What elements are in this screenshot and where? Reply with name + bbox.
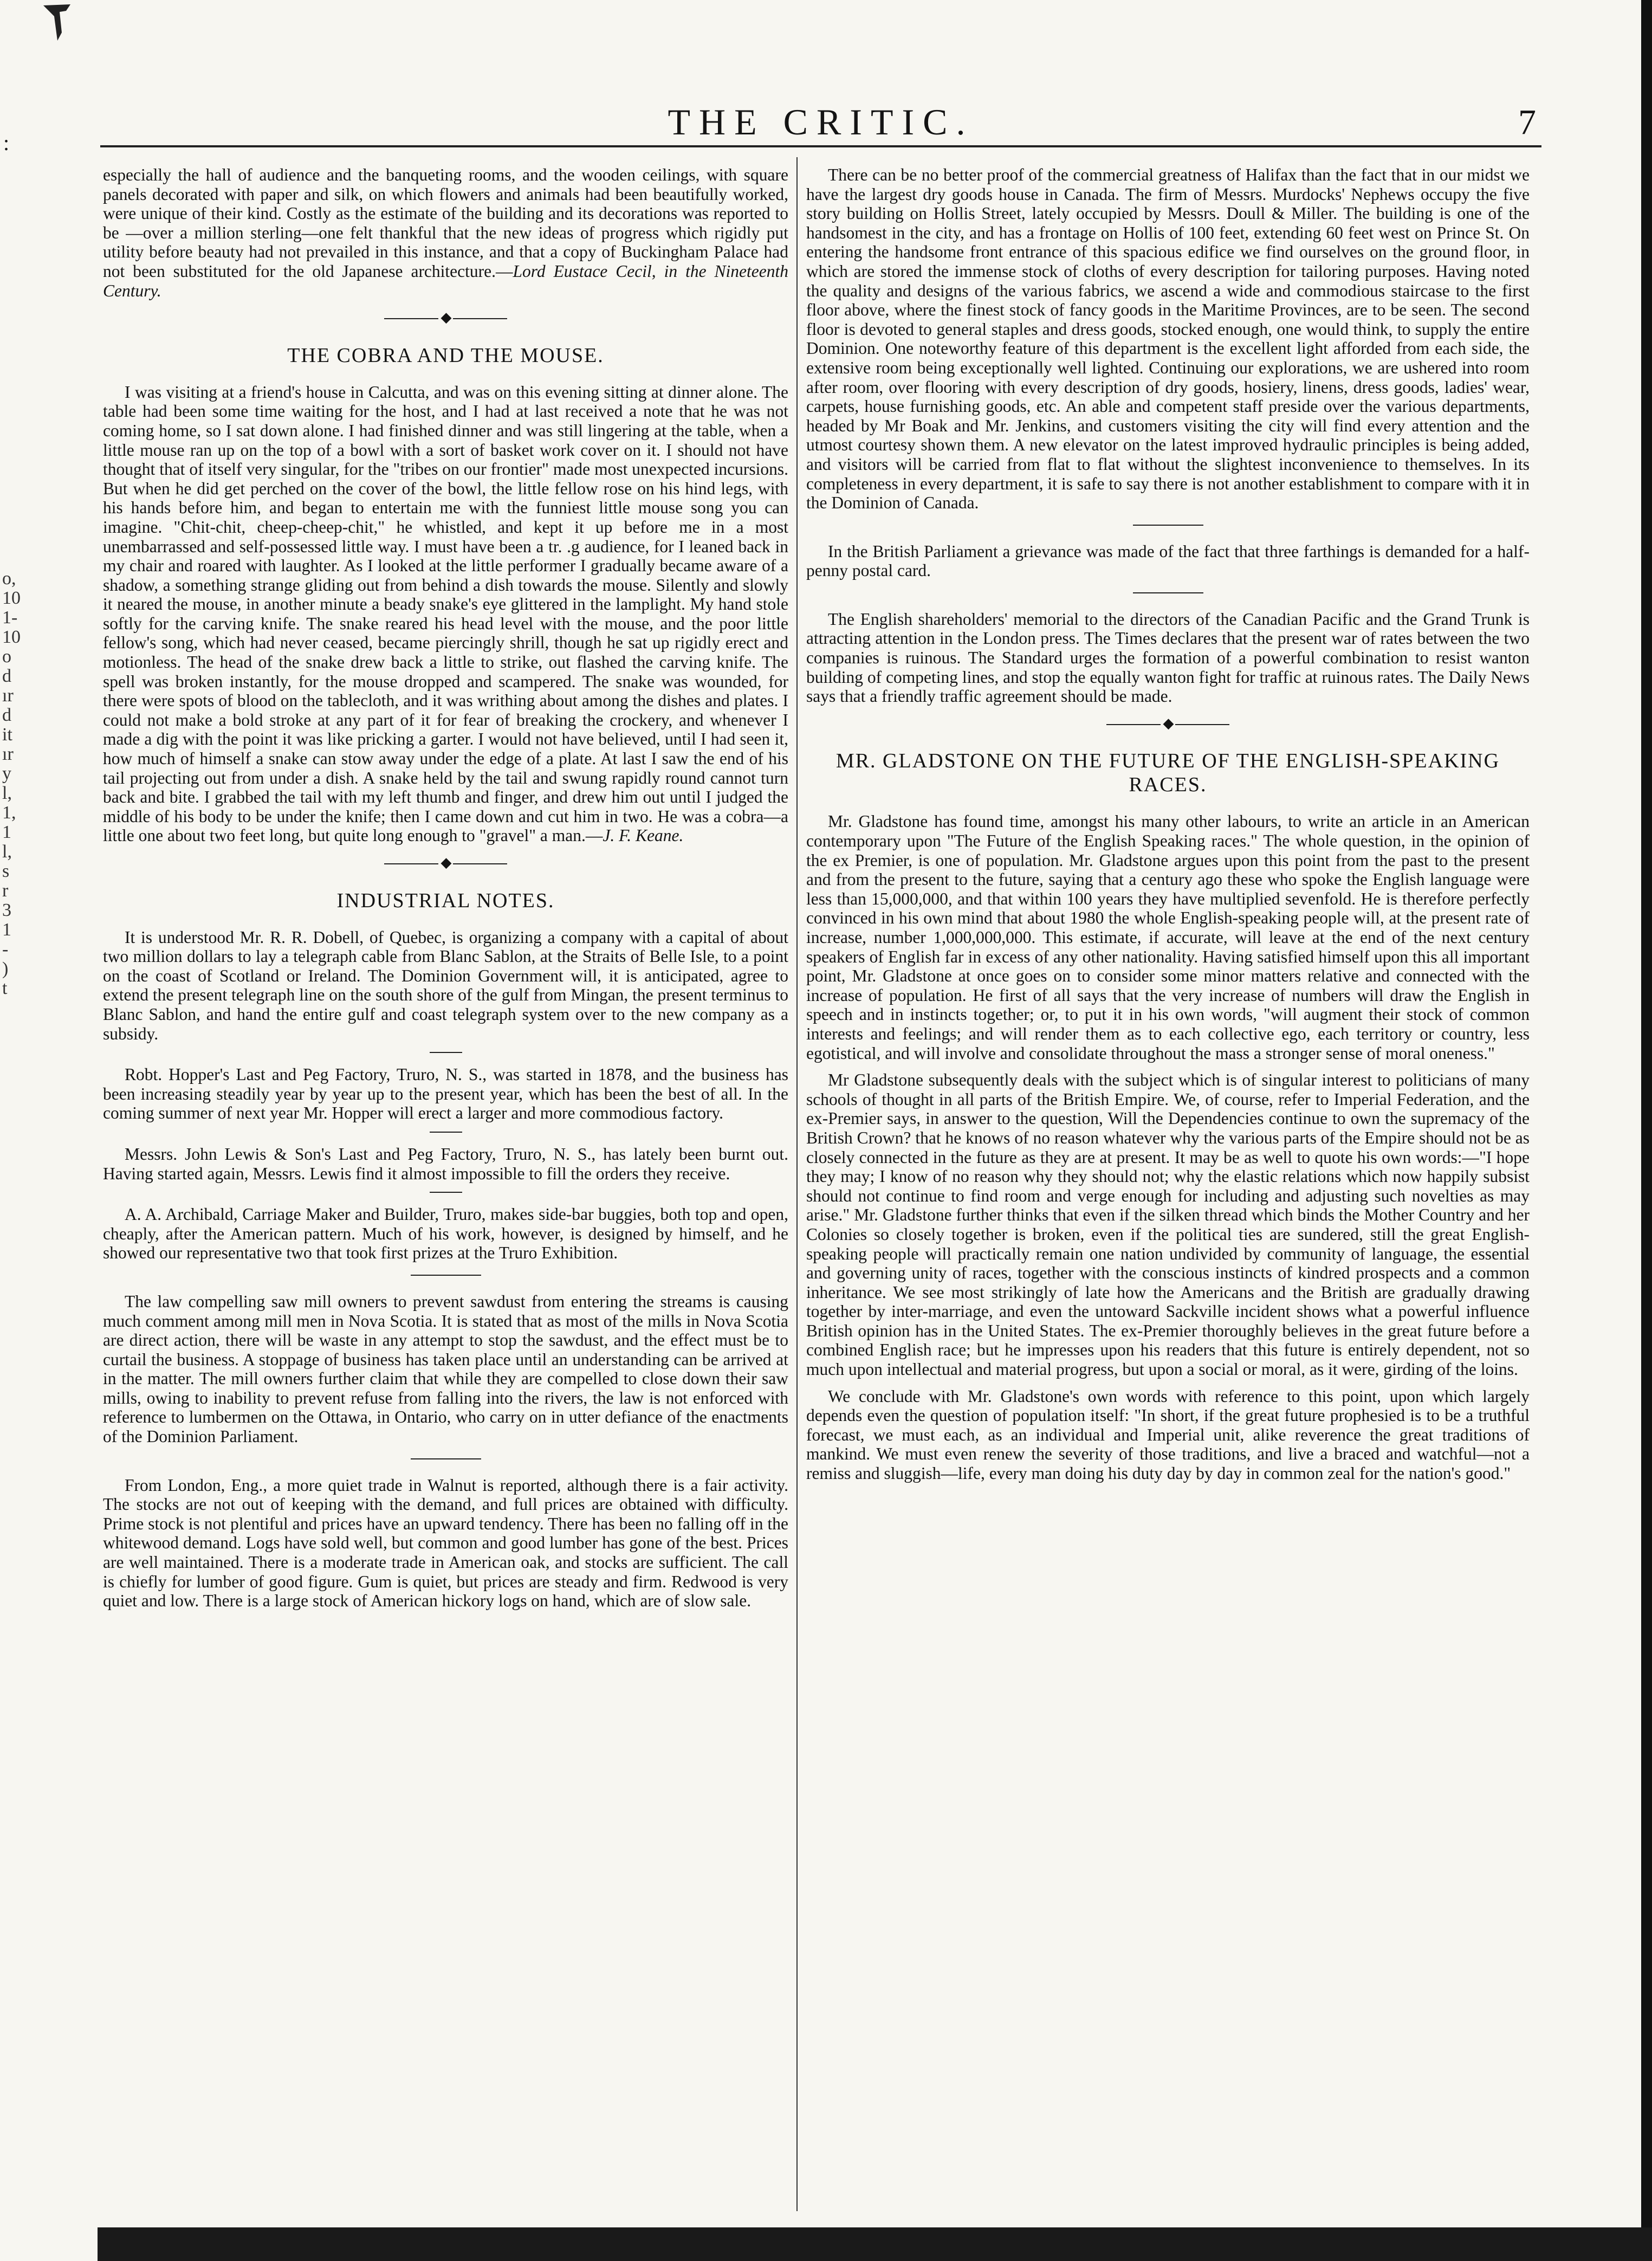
note-separator [411,1458,481,1459]
shareholders-paragraph: The English shareholders' memorial to the directors of the Canadian Pacific and the Grand Trunk is attracting attention in the London press. The Times declares that the present war of rates between the two companies is ruinous. The Standard urges the formation of a powerful combination to resist wanton building of competing lines, and stop the equally wanton fight for traffic at ruinous rates. The Daily News says that a friendly traffic agreement should be made. [806,609,1530,706]
margin-fragment: 1 [2,822,11,842]
left-column [103,165,788,1618]
industrial-notes-heading: INDUSTRIAL NOTES. [336,889,555,912]
intro-paragraph: especially the hall of audience and the banqueting rooms, and the wooden ceilings, with square panels decorated with paper and silk, on which flowers and animals had been beautifully worked, were unique of their kind. Costly as the estimate of the building and its decorations was reported to be —over a million sterling—one felt thankful that the new ideas of progress which rigidly put utility before beauty had not prevailed in this instance, and that a copy of Buckingham Palace had not been substituted for the old Japanese architecture.—Lord Eustace Cecil, in the Nineteenth Century. [103,165,788,300]
margin-fragment: 1, [2,803,16,823]
note-paragraph: The law compelling saw mill owners to prevent sawdust from entering the streams is causing much comment among mill men in Nova Scotia. It is stated that as most of the mills in Nova Scotia are direct action, there will be waste in any attempt to stop the sawdust, and the effect must be to curtail the business. A stoppage of business has taken place until an understanding can be arrived at in the matter. The mill owners further claim that while they are compelled to close down their saw mills, owing to inability to prevent refuse from falling into the rivers, the law is not enforced with reference to lumbermen on the Ottawa, in Ontario, who carry on in utter defiance of the enactments of the Dominion Parliament. [103,1291,788,1446]
margin-fragment: r [2,881,9,901]
note-separator [411,1275,481,1276]
gladstone-paragraph: Mr. Gladstone has found time, amongst his many other labours, to write an article in an American contemporary upon "The Future of the English Speaking races." The whole question, in the opinion of the ex Premier, is one of population. Mr. Gladstone argues upon this point from the past to the present and from the present to the future, saying that a century ago these who spoke the English language were less than 15,000,000, and that within 100 years they have multiplied sevenfold. He is therefore perfectly convinced in his own mind that about 1980 the whole English-speaking people will, at the present rate of increase, number 1,000,000,000. This estimate, if accurate, will leave at the end of the next century speakers of English far in excess of any other nationality. Having satisfied himself upon this all important point, Mr. Gladstone at once goes on to consider some minor matters relative and connected with the increase of population. He first of all says that the very increase of numbers will draw the English in speech and in instincts together; or, to put it in his own words, "will augment their stock of common interests and feelings; and will render them as to each collective ego, each territory or country, less egotistical, and will involve and consolidate throughout the mass a stronger sense of moral oneness." [806,812,1530,1063]
cobra-attribution: J. F. Keane. [603,826,684,845]
gladstone-paragraph: Mr Gladstone subsequently deals with the subject which is of singular interest to politicians of many schools of thought in all parts of the British Empire. We, of course, refer to Imperial Federation, and the ex-Premier says, in answer to the question, Will the Dependencies continue to own the supremacy of the British Crown? that he knows of no reason whatever why the various parts of the Empire should not be as closely connected in the future as they are at present. It may be as well to quote his own words:—"I hope they may; I know of no reason why they should not; why the elastic relations which now happily subsist should not continue to find room and verge enough for including and adjusting such novelties as may arise." Mr. Gladstone further thinks that even if the silken thread which binds the Mother Country and her Colonies so closely together is broken, even if the political ties are sundered, still the great English-speaking people will practically remain one nation undivided by community of language, the essential and governing unity of races, together with the conscious instincts of kindred prospects and a common inheritance. We see most strikingly of late how the Americans and the British are gradually drawing together by inter-marriage, and even the untoward Sackville incident shows what a powerful influence British opinion has in the United States. The ex-Premier thoroughly believes in the great future before a combined English race; but he impresses upon his readers that this future is entirely dependent, not so much upon intellectual and material progress, but upon a social or moral, as it were, girding of the loins. [806,1070,1530,1379]
margin-tick: : [3,131,10,155]
note-paragraph: A. A. Archibald, Carriage Maker and Builder, Truro, makes side-bar buggies, both top and open, cheaply, after the American pattern. Much of his work, however, is designed by himself, and he showed our representative two that took first prizes at the Truro Exhibition. [103,1205,788,1263]
section-ornament: ◆ [806,714,1530,733]
note-paragraph: It is understood Mr. R. R. Dobell, of Quebec, is organizing a company with a capital of about two million dollars to lay a telegraph cable from Blanc Sablon, at the Straits of Belle Isle, to a point on the coast of Scotland or Ireland. The Dominion Government will, it is anticipated, agree to extend the present telegraph line on the south shore of the gulf from Mingan, the present terminus to Blanc Sablon, and hand the entire gulf and coast telegraph system over to the new company as a subsidy. [103,927,788,1043]
masthead [100,98,1541,146]
margin-fragment: o [2,647,11,667]
margin-fragment: d [2,666,11,686]
cobra-article: I was visiting at a friend's house in Calcutta, and was on this evening sitting at dinner alone. The table had been some time waiting for the host, and I had at last received a note that he was not coming home, so I sat down alone. I had finished dinner and was still lingering at the table, when a little mouse ran up on the top of a bowl with a sort of basket work cover on it. I should not have thought that of itself very singular, for the "tribes on our frontier" made most unexpected incursions. But when he did get perched on the cover of the bowl, the little fellow rose on his hind legs, with his hands before him, and began to entertain me with the funniest little mouse song you can imagine. "Chit-chit, cheep-cheep-chit," he whistled, and kept it up before me in a most unembarrassed and self-possessed little way. I must have been a tr. .g audience, for I leaned back in my chair and roared with laughter. As I looked at the little performer I gradually became aware of a shadow, a something strange gliding out from behind a dish towards the mouse. Silently and slowly it neared the mouse, in another minute a beady snake's eye glittered in the lamplight. My hand stole softly for the carving knife. The snake reared his head level with the mouse, and the poor little fellow's song, which had never ceased, became piercingly shrill, though he sat up rigidly erect and motionless. The head of the snake drew back a little to strike, out flashed the carving knife. The spell was broken instantly, for the mouse dropped and scampered. The snake was wounded, for there were spots of blood on the tablecloth, and it was writhing about among the dishes and plates. I could not make a bold stroke at any part of it for fear of breaking the crockery, and whenever I made a dig with the point it was like pricking a garter. I would not have believed, until I had seen it, how much of himself a snake can stow away under the edge of a plate. At last I saw the end of his tail projecting out from under a dish. A snake held by the tail and swung rapidly round cannot turn back and bite. I grabbed the tail with my left thumb and finger, and drew him out until I judged the middle of his body to be under the knife; then I came down and cut him in two. He was a cobra—a little one about two feet long, but quite long enough to "gravel" a man.—J. F. Keane. [103,382,788,845]
paragraph-separator [1133,592,1203,593]
margin-fragment: t [2,978,8,998]
note-separator [430,1192,462,1193]
margin-fragment: 10 [2,627,21,647]
paragraph-separator [1133,525,1203,526]
margin-fragment: l, [2,783,12,803]
margin-fragment: it [2,725,12,745]
page-edge-shadow [1641,0,1652,2261]
note-paragraph: Robt. Hopper's Last and Peg Factory, Truro, N. S., was started in 1878, and the business has been increasing steadily year by year up to the present year, which has been the best of all. In the coming summer of next year Mr. Hopper will erect a larger and more commodious factory. [103,1065,788,1123]
margin-fragment: s [2,861,10,881]
halifax-paragraph: There can be no better proof of the commercial greatness of Halifax than the fact that in our midst we have the largest dry goods house in Canada. The firm of Messrs. Murdocks' Nephews occupy the five story building on Hollis Street, lately occupied by Messrs. Doull & Miller. The building is one of the handsomest in the city, and has a frontage on Hollis of 100 feet, extending 60 feet west on Prince St. On entering the handsome front entrance of this spacious edifice we find ourselves on the ground floor, in which are stored the immense stock of cloths of every description for tailoring purposes. Having noted the quality and designs of the various fabrics, we ascend a wide and commodious staircase to the first floor above, where the finest stock of fancy goods in the Maritime Provinces, are to be seen. The second floor is devoted to general staples and dress goods, stocked enough, one would think, to supply the entire Dominion. One noteworthy feature of this department is the excellent light afforded from each side, the extensive room being exceptionally well lighted. Continuing our explorations, we are ushered into room after room, over flooring with every description of dry goods, hosiery, linens, dress goods, ladies' wear, carpets, house furnishing goods, etc. An able and competent staff preside over the various departments, headed by Mr Boak and Mr. Jenkins, and customers visiting the city will find every attention and the utmost courtesy shown them. A new elevator on the latest improved hydraulic principles is being added, and visitors will be carried from flat to flat without the slightest inconvenience to themselves. In its completeness in every department, it is safe to say there is not another establishment to compare with it in the Dominion of Canada. [806,165,1530,513]
note-paragraph: From London, Eng., a more quiet trade in Walnut is reported, although there is a fair activity. The stocks are not out of keeping with the demand, and full prices are obtained with difficulty. Prime stock is not plentiful and prices have an upward tendency. There has been no falling off in the whitewood demand. Logs have sold well, but common and good lumber has gone of the best. Prices are well maintained. There is a moderate trade in American oak, and stocks are sufficient. The call is chiefly for lumber of good figure. Gum is quiet, but prices are steady and firm. Redwood is very quiet and low. There is a large stock of American hickory logs on hand, which are of slow sale. [103,1475,788,1611]
note-separator [430,1052,462,1053]
masthead-rule [100,145,1541,147]
margin-fragment: ) [2,959,9,979]
intro-attribution: Lord Eustace Cecil, in the Nineteenth Century. [103,261,788,300]
margin-fragment: 1- [2,608,18,628]
section-ornament: ◆ [103,853,788,873]
torn-corner-mark [38,0,87,43]
margin-fragment: - [2,939,9,959]
margin-fragment: 3 [2,900,11,920]
margin-fragments [2,569,35,998]
margin-fragment: o, [2,569,16,589]
margin-fragment: l, [2,842,12,862]
gladstone-paragraph: We conclude with Mr. Gladstone's own words with reference to this point, upon which largely depends even the question of population itself: "In short, if the great future prophesied is to be a truthful forecast, we must each, as an individual and Imperial unit, alike reverence the great traditions of mankind. We must even renew the severity of those traditions, and live a braced and watchful—not a remiss and sluggish—life, every man doing his duty day by day in common zeal for the nation's good." [806,1386,1530,1483]
postal-paragraph: In the British Parliament a grievance was made of the fact that three farthings is demanded for a half-penny postal card. [806,541,1530,580]
right-column [806,165,1530,1491]
masthead-title: THE CRITIC. [668,101,974,143]
page-bottom-shadow [98,2227,1652,2261]
cobra-heading: THE COBRA AND THE MOUSE. [287,344,604,367]
margin-fragment: y [2,764,11,784]
page-number: 7 [1518,102,1536,142]
gladstone-heading: MR. GLADSTONE ON THE FUTURE OF THE ENGLISH-SPEAKING RACES. [835,750,1500,797]
note-separator [430,1132,462,1133]
margin-fragment: ır [2,686,14,706]
margin-fragment: ır [2,744,14,764]
note-paragraph: Messrs. John Lewis & Son's Last and Peg Factory, Truro, N. S., has lately been burnt out. Having started again, Messrs. Lewis find it almost impossible to fill the orders they receive. [103,1144,788,1183]
column-divider [796,157,798,2211]
margin-fragment: 1 [2,920,11,940]
margin-fragment: 10 [2,588,21,608]
margin-fragment: d [2,705,11,725]
section-ornament: ◆ [103,308,788,327]
